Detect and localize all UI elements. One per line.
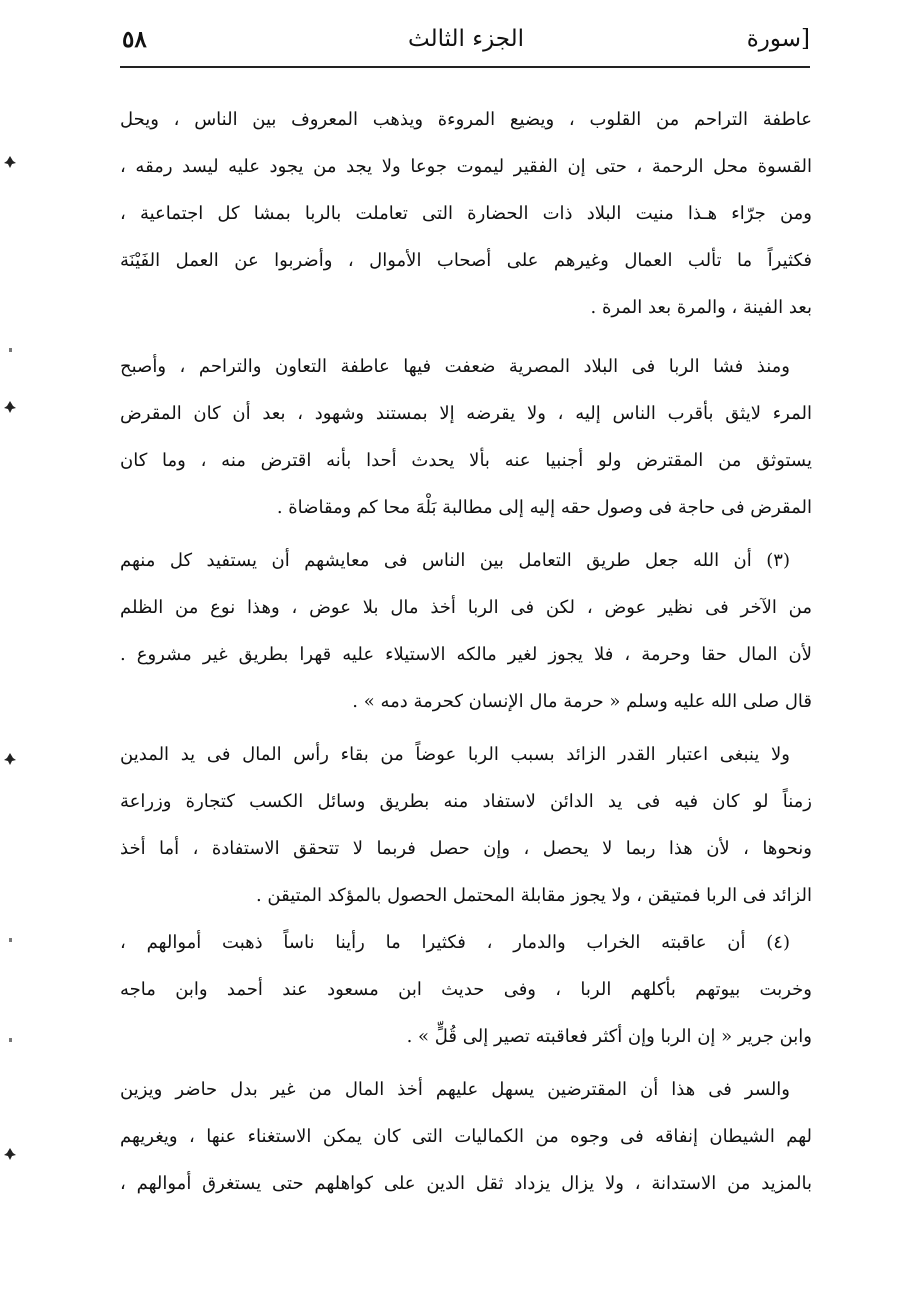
paragraph — [120, 731, 812, 919]
header-rule — [120, 66, 810, 68]
text-line: القسوة محل الرحمة ، حتى إن الفقير ليموت جوعا ولا يجد من يجود عليه ليسد رمقه ، — [120, 156, 812, 177]
text-line: قال صلى الله عليه وسلم « حرمة مال الإنسان كحرمة دمه » . — [352, 691, 812, 712]
text-line: لهم الشيطان إنفاقه فى وجوه من الكماليات التى كان يمكن الاستغناء عنها ، ويغريهم — [120, 1126, 812, 1147]
text-line: الزائد فى الربا فمتيقن ، ولا يجوز مقابلة المحتمل الحصول بالمؤكد المتيقن . — [255, 885, 812, 906]
paragraph — [120, 343, 812, 531]
text-line: المرء لايثق بأقرب الناس إليه ، ولا يقرضه إلا بمستند وشهود ، بعد أن كان المقرض — [120, 403, 812, 424]
text-line: يستوثق من المقترض ولو أجنبيا عنه بألا يحدث أحدا بأنه اقترض منه ، وما كان — [120, 450, 812, 471]
margin-dot — [9, 938, 12, 942]
text-line: والسر فى هذا أن المقترضين يسهل عليهم أخذ المال من غير بدل حاضر ويزين — [120, 1079, 790, 1100]
margin-mark-icon — [3, 155, 17, 169]
text-line: ونحوها ، لأن هذا ربما لا يحصل ، وإن حصل فربما لا تتحقق الاستفادة ، أما أخذ — [120, 838, 812, 859]
margin-dot — [9, 1038, 12, 1042]
text-line: زمناً لو كان فيه فى يد الدائن لاستفاد منه بطريق وسائل الكسب كتجارة وزراعة — [120, 791, 812, 812]
text-line: ولا ينبغى اعتبار القدر الزائد بسبب الربا عوضاً من بقاء رأس المال فى يد المدين — [120, 744, 790, 765]
page-body — [120, 96, 812, 1207]
margin-mark-icon — [3, 400, 17, 414]
text-line: ومنذ فشا الربا فى البلاد المصرية ضعفت فيها عاطفة التعاون والتراحم ، وأصبح — [120, 356, 790, 377]
chapter-label: [سورة — [746, 26, 810, 52]
paragraph — [120, 537, 812, 725]
text-line: فكثيراً ما تألب العمال وغيرهم على أصحاب الأموال ، وأضربوا عن العمل الفَيْنَة — [120, 250, 812, 271]
text-line: وخربت بيوتهم بأكلهم الربا ، وفى حديث ابن مسعود عند أحمد وابن ماجه — [120, 979, 812, 1000]
text-line: وابن جرير « إن الربا وإن أكثر فعاقبته تصير إلى قُلٍّ » . — [406, 1026, 812, 1047]
text-line: (٤) أن عاقبته الخراب والدمار ، فكثيرا ما رأينا ناساً ذهبت أموالهم ، — [120, 932, 790, 953]
text-line: لأن المال حقا وحرمة ، فلا يجوز لغير مالكه الاستيلاء عليه قهرا بطريق غير مشروع . — [120, 644, 812, 665]
paragraph — [120, 919, 812, 1060]
text-line: بعد الفينة ، والمرة بعد المرة . — [590, 297, 812, 318]
part-title: الجزء الثالث — [408, 26, 524, 52]
paragraph — [120, 1066, 812, 1207]
paragraph — [120, 96, 812, 331]
margin-mark-icon — [3, 1147, 17, 1161]
page-number: ٥٨ — [122, 26, 147, 53]
text-line: بالمزيد من الاستدانة ، ولا يزال يزداد ثقل الدين على كواهلهم حتى يستغرق أموالهم ، — [120, 1173, 812, 1194]
margin-mark-icon — [3, 752, 17, 766]
text-line: المقرض فى حاجة فى وصول حقه إليه إلى مطالبة بَلْهَ محا كم ومقاضاة . — [276, 497, 812, 518]
text-line: عاطفة التراحم من القلوب ، ويضيع المروءة ويذهب المعروف بين الناس ، ويحل — [120, 109, 812, 130]
text-line: من الآخر فى نظير عوض ، لكن فى الربا أخذ مال بلا عوض ، وهذا نوع من الظلم — [120, 597, 812, 618]
text-line: (٣) أن الله جعل طريق التعامل بين الناس فى معايشهم أن يستفيد كل منهم — [120, 550, 790, 571]
margin-dot — [9, 348, 12, 352]
text-line: ومن جرّاء هـذا منيت البلاد ذات الحضارة التى تعاملت بالربا بمشا كل اجتماعية ، — [120, 203, 812, 224]
page-header — [122, 26, 810, 66]
